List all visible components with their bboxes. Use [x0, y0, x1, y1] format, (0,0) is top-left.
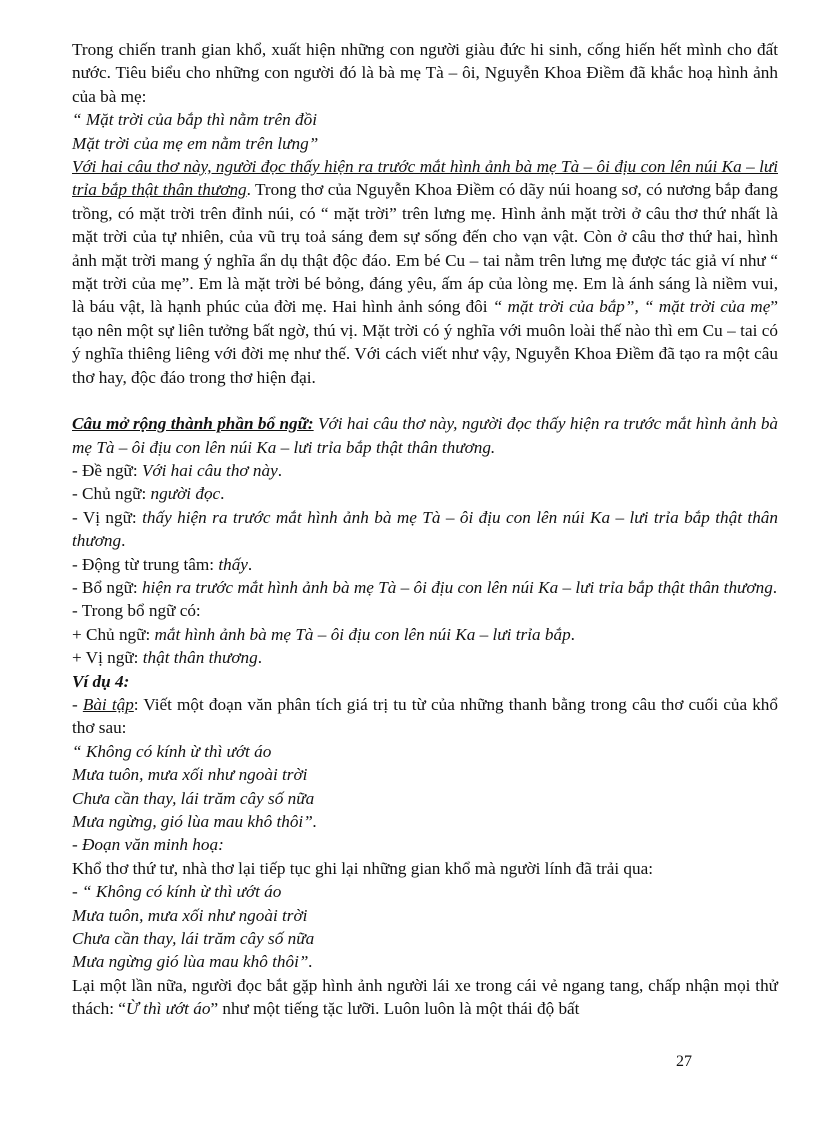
paragraph-text: ” như một tiếng tặc lưỡi. Luôn luôn là một thái độ bất: [210, 999, 580, 1019]
paired-quote: “ mặt trời của bắp”, “ mặt trời của mẹ: [492, 297, 771, 317]
inline-quote: Ừ thì ướt áo: [125, 999, 211, 1019]
paragraph-text: ” tạo nên một sự liên tưởng bất ngờ, thú vị. Mặt trời có ý nghĩa với muôn loài thế nào thì em Cu – tai có ý nghĩa thiêng liêng với đời mẹ như thế. Với cách viết như vậy, Nguyễn Khoa Điềm đã tạo ra một câu thơ hay, độc đáo trong thơ hiện đại.: [72, 297, 778, 387]
verse-line: Mưa ngừng gió lùa mau khô thôi”.: [72, 952, 313, 972]
verse-line: - “ Không có kính ừ thì ướt áo: [72, 882, 282, 902]
verse-line: Chưa cần thay, lái trăm cây số nữa: [72, 929, 315, 949]
verse-line: Mưa tuôn, mưa xối như ngoài trời: [72, 905, 308, 925]
spacer: [72, 389, 778, 412]
item-label: - Vị ngữ:: [72, 507, 143, 527]
paragraph-intro: Trong chiến tranh gian khổ, xuất hiện những con người giàu đức hi sinh, cống hiến hết mình cho đất nước. Tiêu biểu cho những con người đó là bà mẹ Tà – ôi, Nguyễn Khoa Điềm đã khắc hoạ hình ảnh của bà mẹ:: [72, 40, 778, 106]
underlined-sentence: Với hai câu thơ này, người đọc thấy hiện ra trước mắt hình ảnh bà mẹ Tà – ôi địu con lên núi Ka – lưi trỉa bắp thật thân thương: [72, 157, 778, 200]
item-value: mắt hình ảnh bà mẹ Tà – ôi địu con lên núi Ka – lưi trỉa bắp: [154, 624, 571, 644]
poem-block: [72, 880, 778, 974]
analysis-item: [72, 459, 778, 482]
item-value: thấy hiện ra trước mắt hình ảnh bà mẹ Tà – ôi địu con lên núi Ka – lưi trỉa bắp thật thân thương: [72, 507, 778, 551]
item-tail: .: [772, 577, 778, 597]
verse-line: Mặt trời của mẹ em nằm trên lưng”: [72, 133, 319, 153]
verse-line: Mưa ngừng, gió lùa mau khô thôi”.: [72, 812, 318, 831]
analysis-item: [72, 482, 778, 505]
paragraph-text: Lại một lần nữa, người đọc bắt gặp hình ảnh người lái xe trong cái vẻ ngang tang, chấp nhận mọi thử thách: “: [72, 975, 778, 1019]
item-label: + Chủ ngữ:: [72, 624, 155, 644]
verse-line: “ Mặt trời của bắp thì nằm trên đồi: [72, 110, 318, 130]
item-tail: .: [121, 531, 126, 551]
sample-intro: Khổ thơ thứ tư, nhà thơ lại tiếp tục ghi lại những gian khổ mà người lính đã trải qua:: [72, 858, 654, 878]
analysis-heading-line: [72, 412, 778, 459]
example-heading: Ví dụ 4:: [72, 671, 130, 691]
item-value: người đọc: [150, 484, 221, 504]
task-text: : Viết một đoạn văn phân tích giá trị tu từ của những thanh bằng trong câu thơ cuối của khổ thơ sau:: [72, 694, 778, 738]
verse-line: Mưa tuôn, mưa xối như ngoài trời: [72, 765, 308, 785]
item-tail: .: [570, 624, 575, 644]
analysis-item: [72, 553, 778, 576]
item-value: Với hai câu thơ này: [141, 460, 278, 480]
analysis-item: [72, 599, 778, 622]
section-heading: Câu mở rộng thành phần bổ ngữ:: [72, 414, 314, 434]
analysis-item: [72, 623, 778, 646]
item-label: - Bổ ngữ:: [72, 577, 142, 597]
item-label: - Đề ngữ:: [72, 460, 142, 480]
item-label: - Chủ ngữ:: [72, 484, 151, 504]
verse-line: Chưa cần thay, lái trăm cây số nữa: [72, 788, 315, 808]
analysis-item: [72, 646, 778, 669]
item-tail: .: [257, 648, 263, 668]
sample-label: - Đoạn văn minh hoạ:: [72, 835, 224, 855]
item-tail: .: [247, 554, 253, 574]
analysis-list: [72, 459, 778, 670]
item-value: hiện ra trước mắt hình ảnh bà mẹ Tà – ôi địu con lên núi Ka – lưi trỉa bắp thật thân thương: [141, 577, 773, 597]
analysis-item: [72, 576, 778, 599]
item-tail: .: [277, 460, 283, 480]
closing-paragraph: [72, 974, 778, 1021]
item-label: - Trong bổ ngữ có:: [72, 601, 201, 621]
verse-line: “ Không có kính ừ thì ướt áo: [72, 741, 272, 761]
item-tail: .: [220, 484, 225, 504]
item-label: + Vị ngữ:: [72, 648, 143, 668]
task-line: - Bài tập: Viết một đoạn văn phân tích giá trị tu từ của những thanh bằng trong câu thơ cuối của khổ thơ sau:: [72, 694, 778, 738]
item-label: - Động từ trung tâm:: [72, 554, 219, 574]
paragraph-text: . Trong thơ của Nguyễn Khoa Điềm có dãy núi hoang sơ, có nương bắp đang trồng, có mặt trời trên đỉnh núi, có “ mặt trời” trên lưng mẹ. Hình ảnh mặt trời ở câu thơ thứ nhất là mặt trời của tự nhiên, của vũ trụ toả sáng đem sự sống đến cho vạn vật. Còn ở câu thơ thứ hai, hình ảnh mặt trời mang ý nghĩa ẩn dụ thật độc đáo. Em bé Cu – tai nằm trên lưng mẹ được tác giả ví như “ mặt trời của mẹ”. Em là mặt trời bé bỏng, đáng yêu, ấm áp của lòng mẹ. Em là ánh sáng là niềm vui, là báu vật, là hạnh phúc của đời mẹ. Hai hình ảnh sóng đôi: [72, 180, 778, 317]
item-value: thật thân thương: [142, 648, 258, 668]
page-number: 27: [676, 1053, 692, 1070]
paragraph-analysis: [72, 155, 778, 389]
analysis-item: [72, 506, 778, 553]
document-page: [72, 38, 778, 1021]
analysis-sentence: Với hai câu thơ này, người đọc thấy hiện ra trước mắt hình ảnh bà mẹ Tà – ôi địu con lên núi Ka – lưi trỉa bắp thật thân thương.: [72, 414, 779, 457]
task-label: Bài tập: [82, 694, 134, 714]
item-value: thấy: [218, 554, 248, 574]
poem-block: [72, 740, 778, 834]
